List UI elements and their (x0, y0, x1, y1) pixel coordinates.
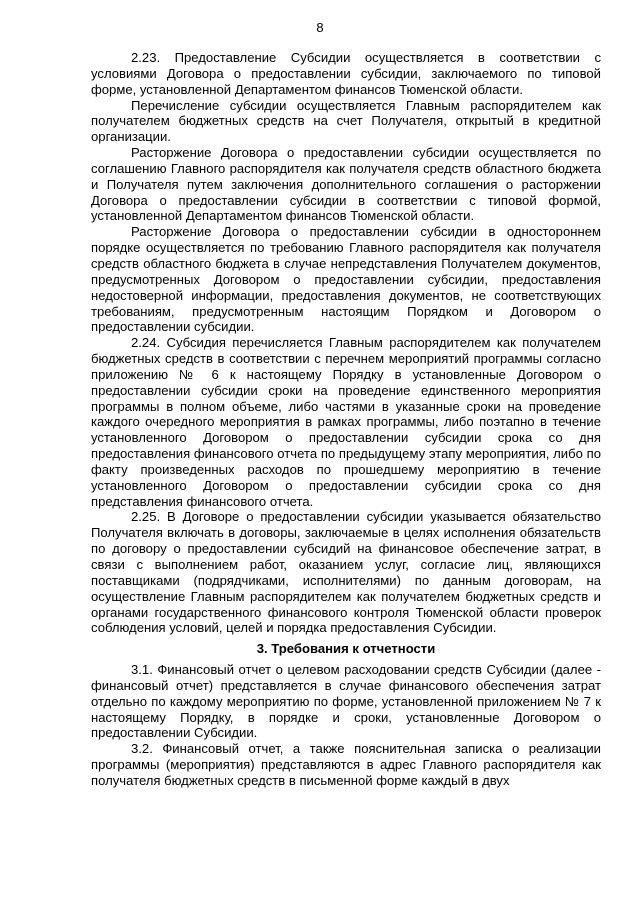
paragraph-termination-unilateral: Расторжение Договора о предоставлении субсидии в одностороннем порядке осуществляется по требованию Главного распорядителя как получателя средств областного бюджета в случае непредставления Получателем документов, предусмотренных Договором о предоставлении субсидии, предоставления недостоверной информации, предоставления документов, не соответствующих требованиям, предусмотренным настоящим Порядком и Договором о предоставлении субсидии. (91, 224, 601, 335)
paragraph-transfer: Перечисление субсидии осуществляется Главным распорядителем как получателем бюджетных средств на счет Получателя, открытый в кредитной организации. (91, 97, 601, 145)
section-heading-reporting: 3. Требования к отчетности (256, 641, 436, 657)
paragraph-2-23: 2.23. Предоставление Субсидии осуществляется в соответствии с условиями Договора о предоставлении субсидии, заключаемого по типовой форме, установленной Департаментом финансов Тюменской области. (91, 50, 601, 97)
paragraph-3-2: 3.2. Финансовый отчет, а также пояснительная записка о реализации программы (мероприятия) представляются в адрес Главного распорядителя как получателя бюджетных средств в письменной форме каждый в двух (91, 741, 601, 788)
paragraph-2-24: 2.24. Субсидия перечисляется Главным распорядителем как получателем бюджетных средств в соответствии с перечнем мероприятий программы согласно приложению № 6 к настоящему Порядку в установленные Договором о предоставлении субсидии сроки на проведение единственного мероприятия программы в полном объеме, либо частями в указанные сроки на проведение каждого очередного мероприятия в рамках программы, либо поэтапно в течение установленного Договором о предоставлении субсидии срока со дня предоставления финансового отчета по предыдущему этапу мероприятия, либо по факту произведенных расходов по прошедшему мероприятию в течение установленного Договором о предоставлении субсидии срока со дня представления финансового отчета. (91, 335, 601, 509)
document-body (91, 50, 601, 789)
paragraph-3-1: 3.1. Финансовый отчет о целевом расходовании средств Субсидии (далее - финансовый отчет) представляется в случае финансового обеспечения затрат отдельно по каждому мероприятию по форме, установленной приложением № 7 к настоящему Порядку, в порядке и сроки, установленные Договором о предоставлении Субсидии. (91, 662, 601, 741)
paragraph-termination-agreement: Расторжение Договора о предоставлении субсидии осуществляется по соглашению Главного распорядителя как получателя средств областного бюджета и Получателя путем заключения дополнительного соглашения о расторжении Договора о предоставлении субсидии в соответствии с типовой формой, установленной Департаментом финансов Тюменской области. (91, 145, 601, 224)
paragraph-2-25: 2.25. В Договоре о предоставлении субсидии указывается обязательство Получателя включать в договоры, заключаемые в целях исполнения обязательств по договору о предоставлении субсидий на финансовое обеспечение затрат, в связи с выполнением работ, оказанием услуг, согласие лиц, являющихся поставщиками (подрядчиками, исполнителями) по данным договорам, на осуществление Главным распорядителем как получателем бюджетных средств и органами государственного финансового контроля Тюменской области проверок соблюдения условий, целей и порядка предоставления Субсидии. (91, 509, 601, 636)
page-number: 8 (316, 20, 324, 35)
